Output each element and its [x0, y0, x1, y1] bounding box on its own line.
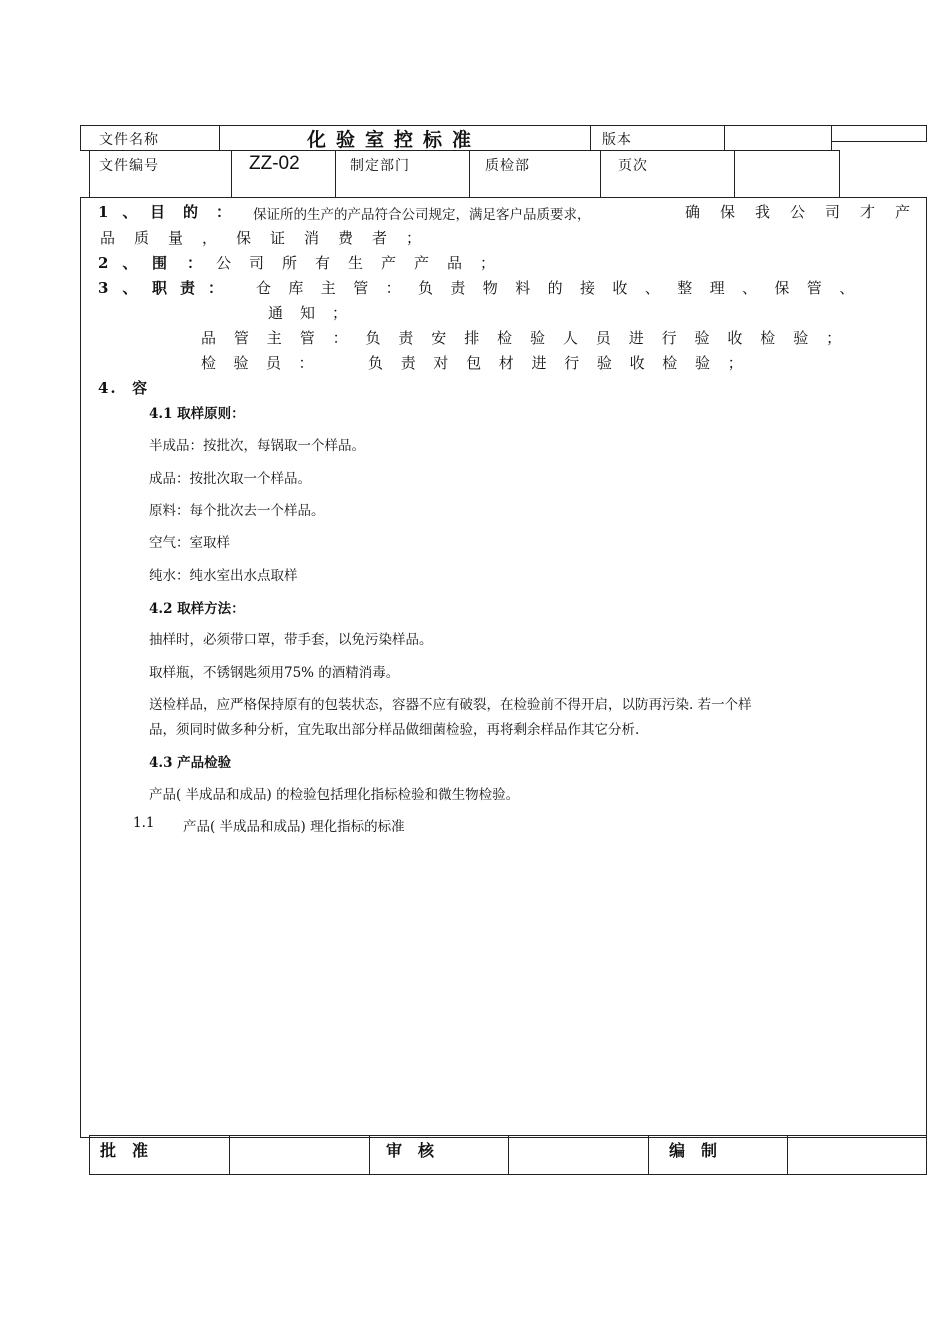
section-3-line-2: 通知；: [268, 304, 365, 322]
approve-label: 批准: [100, 1141, 165, 1160]
list-item: 原料：每个批次去一个样品。: [149, 503, 325, 519]
section-2-text: 公司所有生产产品；: [216, 254, 514, 272]
footer-cell-approve-value: [229, 1135, 370, 1175]
section-1-text-c: 品质量，保证消费者；: [100, 229, 441, 247]
section-2-number: 2、: [98, 254, 152, 272]
footer-cell-review-value: [508, 1135, 649, 1175]
list-item: 半成品：按批次，每锅取一个样品。: [149, 438, 365, 454]
header-cell-extra: [831, 125, 927, 142]
section-3-line-4-text: 负责对包材进行验收检验；: [368, 354, 761, 372]
header-cell-version-value: [724, 125, 832, 151]
section-1-text-b: 确保我公司才产: [685, 203, 931, 221]
list-item: 纯水：纯水室出水点取样: [149, 568, 298, 584]
section-4-2-paragraph-3b: 品，须同时做多种分析，宜先取出部分样品做细菌检验，再将剩余样品作其它分析.: [149, 722, 640, 738]
section-4-3-1-number: 1.1: [133, 815, 155, 831]
file-name-label: 文件名称: [99, 132, 159, 148]
file-no-label: 文件编号: [99, 158, 159, 174]
header-cell-page-value: [734, 150, 840, 198]
section-3-number: 3、: [98, 279, 152, 297]
section-4-3-title: 4.3 产品检验: [149, 755, 232, 771]
dept-label: 制定部门: [350, 158, 410, 174]
list-item: 空气：室取样: [149, 535, 230, 551]
section-3-heading: 职责：: [152, 279, 237, 297]
version-label: 版本: [602, 132, 632, 148]
prepare-label: 编制: [669, 1141, 734, 1160]
section-3-line-3: 品管主管：负责安排检验人员进行验收检验；: [201, 329, 860, 347]
review-label: 审核: [386, 1141, 451, 1160]
page-label: 页次: [618, 158, 648, 174]
section-4-3-1-text: 产品( 半成品和成品) 理化指标的标准: [183, 819, 405, 835]
section-4-2-paragraph-1: 抽样时，必须带口罩，带手套，以免污染样品。: [149, 632, 433, 648]
section-1-text-a: 保证所的生产的产品符合公司规定，满足客户品质要求，: [253, 207, 591, 223]
section-4-2-paragraph-2: 取样瓶，不锈钢匙须用75% 的酒精消毒。: [149, 665, 400, 681]
section-3-line-4-label: 检验员：: [201, 354, 332, 372]
section-4-2-paragraph-3a: 送检样品，应严格保持原有的包装状态，容器不应有破裂，在检验前不得开启，以防再污染. 若一个样: [149, 697, 752, 713]
section-3-line-1: 仓库主管：负责物料的接收、整理、保管、: [256, 279, 872, 297]
footer-cell-prepare-value: [787, 1135, 927, 1175]
section-4-3-paragraph: 产品( 半成品和成品) 的检验包括理化指标检验和微生物检验。: [149, 787, 520, 803]
list-item: 成品：按批次取一个样品。: [149, 471, 311, 487]
section-2-heading: 围：: [152, 254, 223, 272]
section-4-heading: 4. 容: [98, 379, 150, 397]
dept-value: 质检部: [485, 158, 530, 174]
section-4-2-title: 4.2 取样方法：: [149, 601, 245, 617]
document-title: 化验室控标准: [307, 129, 482, 151]
section-1-heading: 目的：: [150, 203, 250, 221]
section-4-1-title: 4.1 取样原则：: [149, 406, 245, 422]
file-no-value: ZZ-02: [249, 153, 300, 174]
section-1-number: 1、: [98, 203, 152, 221]
